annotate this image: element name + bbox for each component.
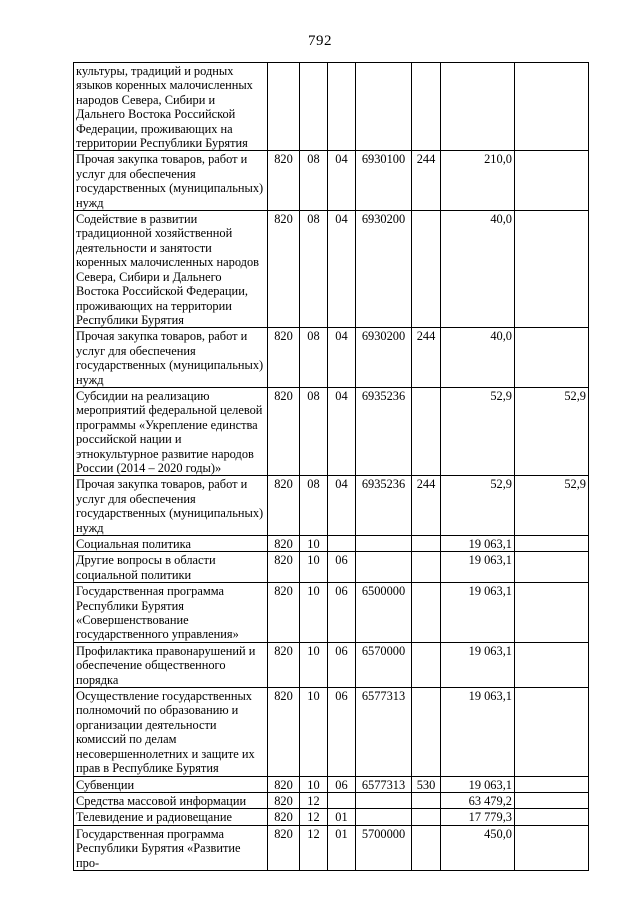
subsection-code: 01 — [328, 809, 356, 825]
table-row — [74, 583, 589, 643]
amount-total: 19 063,1 — [441, 642, 515, 687]
item-name: Содействие в развитии традиционной хозяйственной деятельности и занятости коренных малочисленных народов Севера, Сибири и Дальнего Востока Российской Федерации, проживающих на территории Республики Бурятия — [74, 211, 268, 328]
table-row — [74, 387, 589, 475]
item-name: Прочая закупка товаров, работ и услуг для обеспечения государственных (муниципальных) нужд — [74, 328, 268, 388]
target-item-code: 6935236 — [356, 476, 412, 536]
amount-federal — [515, 642, 589, 687]
subsection-code: 06 — [328, 776, 356, 792]
table-row — [74, 825, 589, 870]
ministry-code — [268, 63, 300, 151]
amount-total: 19 063,1 — [441, 536, 515, 552]
amount-total: 19 063,1 — [441, 583, 515, 643]
ministry-code: 820 — [268, 792, 300, 808]
section-code: 08 — [300, 476, 328, 536]
section-code: 10 — [300, 776, 328, 792]
target-item-code — [356, 552, 412, 583]
ministry-code: 820 — [268, 387, 300, 475]
amount-federal: 52,9 — [515, 387, 589, 475]
table-row — [74, 151, 589, 211]
subsection-code: 04 — [328, 211, 356, 328]
expense-type-code — [412, 387, 441, 475]
amount-federal — [515, 536, 589, 552]
expense-type-code — [412, 809, 441, 825]
section-code: 08 — [300, 328, 328, 388]
subsection-code — [328, 536, 356, 552]
amount-federal: 52,9 — [515, 476, 589, 536]
amount-total: 52,9 — [441, 387, 515, 475]
ministry-code: 820 — [268, 151, 300, 211]
table-row — [74, 776, 589, 792]
section-code: 10 — [300, 642, 328, 687]
expense-type-code — [412, 688, 441, 776]
section-code: 10 — [300, 552, 328, 583]
item-name: Профилактика правонарушений и обеспечение общественного порядка — [74, 642, 268, 687]
expense-type-code: 244 — [412, 476, 441, 536]
amount-total: 40,0 — [441, 211, 515, 328]
expense-type-code: 244 — [412, 151, 441, 211]
section-code: 12 — [300, 792, 328, 808]
target-item-code — [356, 536, 412, 552]
subsection-code — [328, 63, 356, 151]
item-name: Другие вопросы в области социальной политики — [74, 552, 268, 583]
amount-federal — [515, 211, 589, 328]
amount-federal — [515, 63, 589, 151]
expense-type-code — [412, 63, 441, 151]
expense-type-code — [412, 792, 441, 808]
ministry-code: 820 — [268, 536, 300, 552]
section-code: 12 — [300, 809, 328, 825]
target-item-code: 6577313 — [356, 776, 412, 792]
subsection-code: 06 — [328, 688, 356, 776]
target-item-code: 6930200 — [356, 328, 412, 388]
subsection-code — [328, 792, 356, 808]
budget-table — [73, 62, 589, 871]
expense-type-code — [412, 552, 441, 583]
item-name: Субвенции — [74, 776, 268, 792]
item-name: Государственная программа Республики Бурятия «Развитие про- — [74, 825, 268, 870]
item-name: Телевидение и радиовещание — [74, 809, 268, 825]
amount-federal — [515, 825, 589, 870]
section-code: 10 — [300, 583, 328, 643]
subsection-code: 04 — [328, 387, 356, 475]
expense-type-code — [412, 583, 441, 643]
table-row — [74, 642, 589, 687]
expense-type-code — [412, 642, 441, 687]
amount-federal — [515, 809, 589, 825]
target-item-code — [356, 809, 412, 825]
section-code: 08 — [300, 211, 328, 328]
amount-total: 63 479,2 — [441, 792, 515, 808]
subsection-code: 04 — [328, 476, 356, 536]
table-row — [74, 476, 589, 536]
ministry-code: 820 — [268, 552, 300, 583]
ministry-code: 820 — [268, 211, 300, 328]
ministry-code: 820 — [268, 825, 300, 870]
subsection-code: 01 — [328, 825, 356, 870]
table-body — [74, 63, 589, 871]
amount-federal — [515, 688, 589, 776]
ministry-code: 820 — [268, 328, 300, 388]
amount-total: 52,9 — [441, 476, 515, 536]
subsection-code: 04 — [328, 328, 356, 388]
subsection-code: 06 — [328, 642, 356, 687]
amount-federal — [515, 328, 589, 388]
target-item-code — [356, 63, 412, 151]
target-item-code: 6500000 — [356, 583, 412, 643]
ministry-code: 820 — [268, 776, 300, 792]
ministry-code: 820 — [268, 476, 300, 536]
table-row — [74, 211, 589, 328]
amount-total: 17 779,3 — [441, 809, 515, 825]
ministry-code: 820 — [268, 688, 300, 776]
item-name: Социальная политика — [74, 536, 268, 552]
section-code: 10 — [300, 688, 328, 776]
expense-type-code: 244 — [412, 328, 441, 388]
target-item-code: 6577313 — [356, 688, 412, 776]
section-code: 08 — [300, 387, 328, 475]
expense-type-code — [412, 536, 441, 552]
table-row — [74, 63, 589, 151]
item-name: Осуществление государственных полномочий по образованию и организации деятельности комиссий по делам несовершеннолетних и защите их прав в Республике Бурятия — [74, 688, 268, 776]
section-code: 12 — [300, 825, 328, 870]
ministry-code: 820 — [268, 583, 300, 643]
subsection-code: 06 — [328, 583, 356, 643]
item-name: Средства массовой информации — [74, 792, 268, 808]
amount-federal — [515, 583, 589, 643]
subsection-code: 04 — [328, 151, 356, 211]
amount-federal — [515, 552, 589, 583]
target-item-code: 6930100 — [356, 151, 412, 211]
section-code: 08 — [300, 151, 328, 211]
target-item-code: 6930200 — [356, 211, 412, 328]
table-row — [74, 809, 589, 825]
amount-total: 210,0 — [441, 151, 515, 211]
item-name: Государственная программа Республики Бурятия «Совершенствование государственного управления» — [74, 583, 268, 643]
page-number: 792 — [308, 33, 332, 49]
amount-federal — [515, 151, 589, 211]
table-row — [74, 792, 589, 808]
target-item-code: 5700000 — [356, 825, 412, 870]
item-name: Прочая закупка товаров, работ и услуг для обеспечения государственных (муниципальных) нужд — [74, 476, 268, 536]
subsection-code: 06 — [328, 552, 356, 583]
amount-total: 19 063,1 — [441, 552, 515, 583]
amount-total: 19 063,1 — [441, 776, 515, 792]
section-code: 10 — [300, 536, 328, 552]
expense-type-code: 530 — [412, 776, 441, 792]
amount-total: 450,0 — [441, 825, 515, 870]
item-name: Прочая закупка товаров, работ и услуг для обеспечения государственных (муниципальных) нужд — [74, 151, 268, 211]
amount-total: 19 063,1 — [441, 688, 515, 776]
target-item-code — [356, 792, 412, 808]
amount-total — [441, 63, 515, 151]
table-row — [74, 552, 589, 583]
ministry-code: 820 — [268, 809, 300, 825]
amount-federal — [515, 792, 589, 808]
amount-total: 40,0 — [441, 328, 515, 388]
item-name: Субсидии на реализацию мероприятий федеральной целевой программы «Укрепление единства российской нации и этнокультурное развитие народов России (2014 – 2020 годы)» — [74, 387, 268, 475]
expense-type-code — [412, 211, 441, 328]
table-row — [74, 536, 589, 552]
ministry-code: 820 — [268, 642, 300, 687]
table-row — [74, 328, 589, 388]
expense-type-code — [412, 825, 441, 870]
item-name: культуры, традиций и родных языков коренных малочисленных народов Севера, Сибири и Дальнего Востока Российской Федерации, проживающих на территории Республики Бурятия — [74, 63, 268, 151]
amount-federal — [515, 776, 589, 792]
table-row — [74, 688, 589, 776]
target-item-code: 6935236 — [356, 387, 412, 475]
section-code — [300, 63, 328, 151]
target-item-code: 6570000 — [356, 642, 412, 687]
